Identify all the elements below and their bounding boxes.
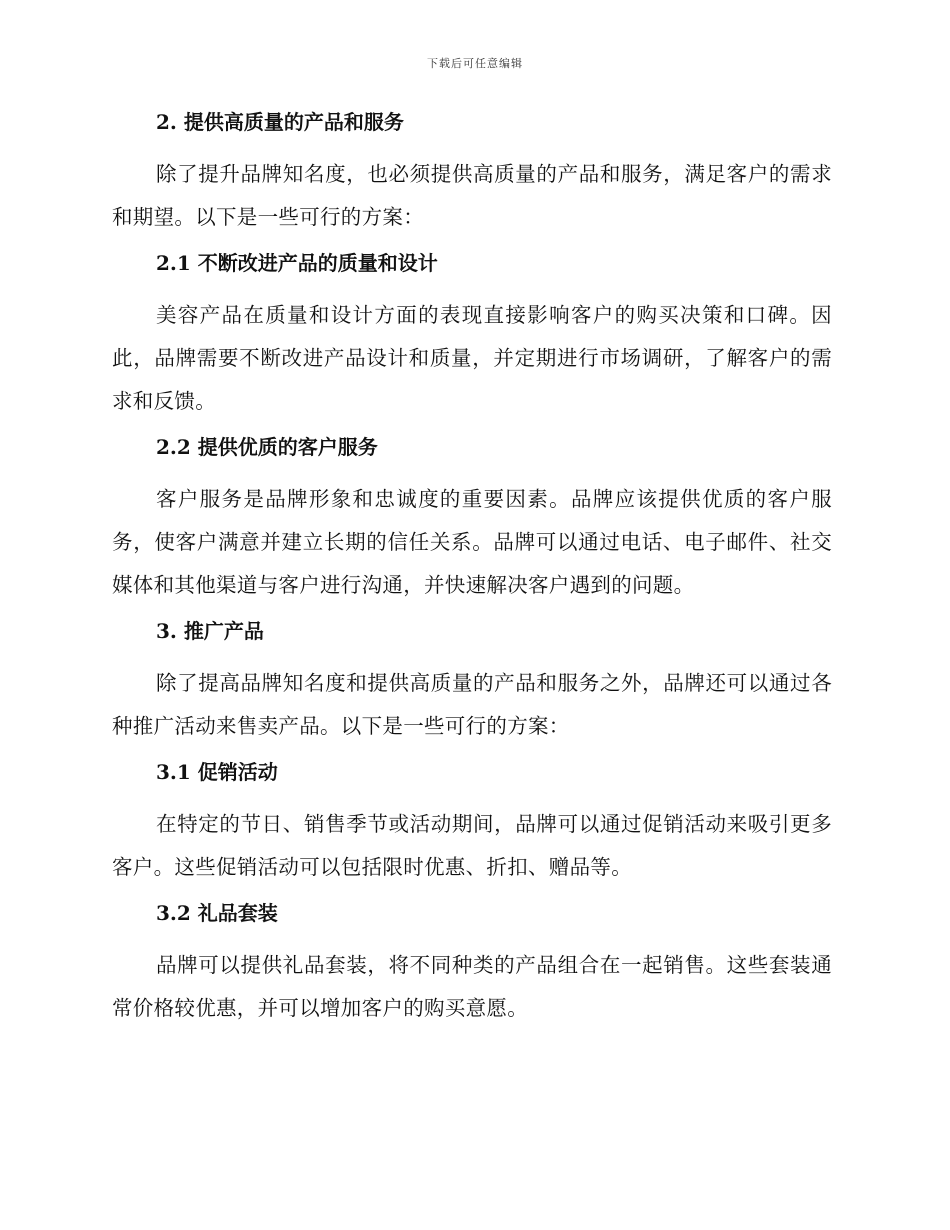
section-paragraph: 品牌可以提供礼品套装，将不同种类的产品组合在一起销售。这些套装通常价格较优惠，并可以增加客户的购买意愿。 — [112, 953, 832, 1020]
page-header-note: 下载后可任意编辑 — [427, 57, 523, 70]
section-paragraph: 除了提高品牌知名度和提供高质量的产品和服务之外，品牌还可以通过各种推广活动来售卖产品。以下是一些可行的方案： — [112, 671, 832, 738]
document-body — [112, 108, 832, 1040]
section-heading: 2. 提供高质量的产品和服务 — [156, 110, 404, 134]
section-heading: 2.1 不断改进产品的质量和设计 — [156, 251, 438, 275]
section-heading: 3. 推广产品 — [156, 619, 264, 643]
section-heading: 2.2 提供优质的客户服务 — [156, 435, 378, 459]
section-paragraph: 美容产品在质量和设计方面的表现直接影响客户的购买决策和口碑。因此，品牌需要不断改进产品设计和质量，并定期进行市场调研，了解客户的需求和反馈。 — [112, 303, 832, 413]
section-heading: 3.1 促销活动 — [156, 760, 278, 784]
section-paragraph: 在特定的节日、销售季节或活动期间，品牌可以通过促销活动来吸引更多客户。这些促销活动可以包括限时优惠、折扣、赠品等。 — [112, 812, 832, 879]
section-heading: 3.2 礼品套装 — [156, 901, 278, 925]
section-paragraph: 客户服务是品牌形象和忠诚度的重要因素。品牌应该提供优质的客户服务，使客户满意并建立长期的信任关系。品牌可以通过电话、电子邮件、社交媒体和其他渠道与客户进行沟通，并快速解决客户遇到的问题。 — [112, 487, 832, 597]
section-paragraph: 除了提升品牌知名度，也必须提供高质量的产品和服务，满足客户的需求和期望。以下是一些可行的方案： — [112, 162, 832, 229]
